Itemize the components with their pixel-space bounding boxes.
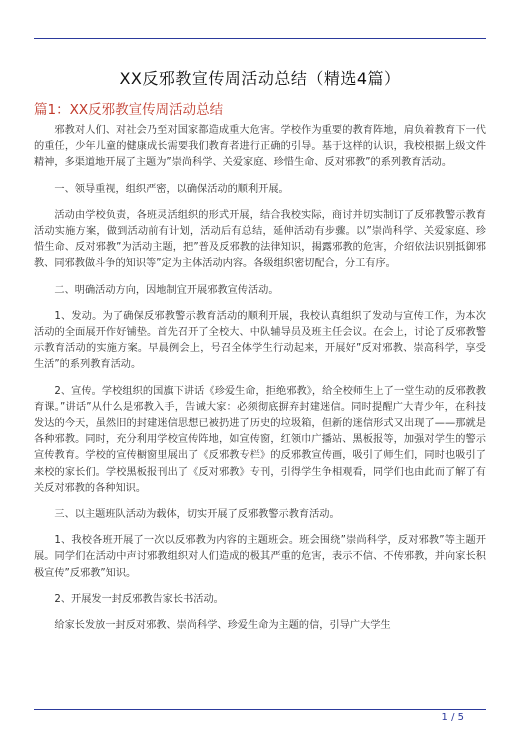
section-heading: 篇1：XX反邪教宣传周活动总结	[34, 102, 224, 118]
body-paragraph: 二、明确活动方向，因地制宜开展邪教宣传活动。	[54, 284, 279, 296]
body-paragraph: 给家长发放一封反对邪教、崇尚科学、珍爱生命为主题的信，引导广大学生	[54, 620, 391, 632]
body-paragraph: 2、宣传。学校组织的国旗下讲话《珍爱生命，拒绝邪教》，给全校师生上了一堂生动的反邪教教育课。”讲话”从什么是邪教入手，告诫大家：必须彻底摒弃封建迷信。同时提醒广大青少年，在科技发达的今天，虽然旧的封建迷信思想已被扔进了历史的垃圾箱，但新的迷信形式又出现了——那就是各种邪教。同时，充分利用学校宣传阵地，如宣传窗，红领巾广播站、黑板报等，加强对学生的警示宣传教育。学校的宣传橱窗里展出了《反邪教专栏》的反邪教宣传画，吸引了师生们，同时也吸引了来校的家长们。学校黑板报刊出了《反对邪教》专刊，引得学生争相观看，同学们也由此而了解了有关反对邪教的各种知识。	[34, 385, 486, 494]
page-title: XX反邪教宣传周活动总结（精选4篇）	[119, 69, 401, 88]
body-paragraph: 1、我校各班开展了一次以反邪教为内容的主题班会。班会围绕”崇尚科学，反对邪教”等主题开展。同学们在活动中声讨邪教组织对人们造成的极其严重的危害，表示不信、不传邪教，并向家长积极宣传”反邪教”知识。	[34, 535, 486, 579]
document-body	[34, 123, 486, 644]
body-paragraph: 2、开展发一封反邪教告家长书活动。	[54, 593, 224, 605]
footer-divider	[34, 709, 486, 710]
header-divider	[34, 38, 486, 39]
body-paragraph: 活动由学校负责，各班灵活组织的形式开展，结合我校实际，商讨并切实制订了反邪教警示教育活动实施方案，做到活动前有计划，活动后有总结，延伸活动有步骤。以”崇尚科学、关爱家庭、珍惜生命、反对邪教”为活动主题，把”普及反邪教的法律知识，揭露邪教的危害，介绍依法识别抵御邪教、同邪教做斗争的知识等”定为主体活动内容。各级组织密切配合，分工有序。	[34, 209, 486, 270]
body-paragraph: 一、领导重视，组织严密，以确保活动的顺利开展。	[54, 183, 289, 195]
body-paragraph: 三、以主题班队活动为载体，切实开展了反邪教警示教育活动。	[54, 509, 340, 521]
page-number: 1 / 5	[441, 712, 464, 723]
body-paragraph: 1、发动。为了确保反邪教警示教育活动的顺利开展，我校认真组织了发动与宣传工作，为本次活动的全面展开作好铺垫。首先召开了全校大、中队辅导员及班主任会议。在会上，讨论了反邪教警示教育活动的实施方案。早晨例会上，号召全体学生行动起来，开展好”反对邪教、崇高科学，享受生活”的系列教育活动。	[34, 310, 486, 371]
body-paragraph: 邪教对人们、对社会乃至对国家都造成重大危害。学校作为重要的教育阵地，肩负着教育下一代的重任，少年儿童的健康成长需要我们教育者进行正确的引导。基于这样的认识，我校根据上级文件精神，多渠道地开展了主题为”崇尚科学、关爱家庭、珍惜生命、反对邪教”的系列教育活动。	[34, 125, 486, 169]
